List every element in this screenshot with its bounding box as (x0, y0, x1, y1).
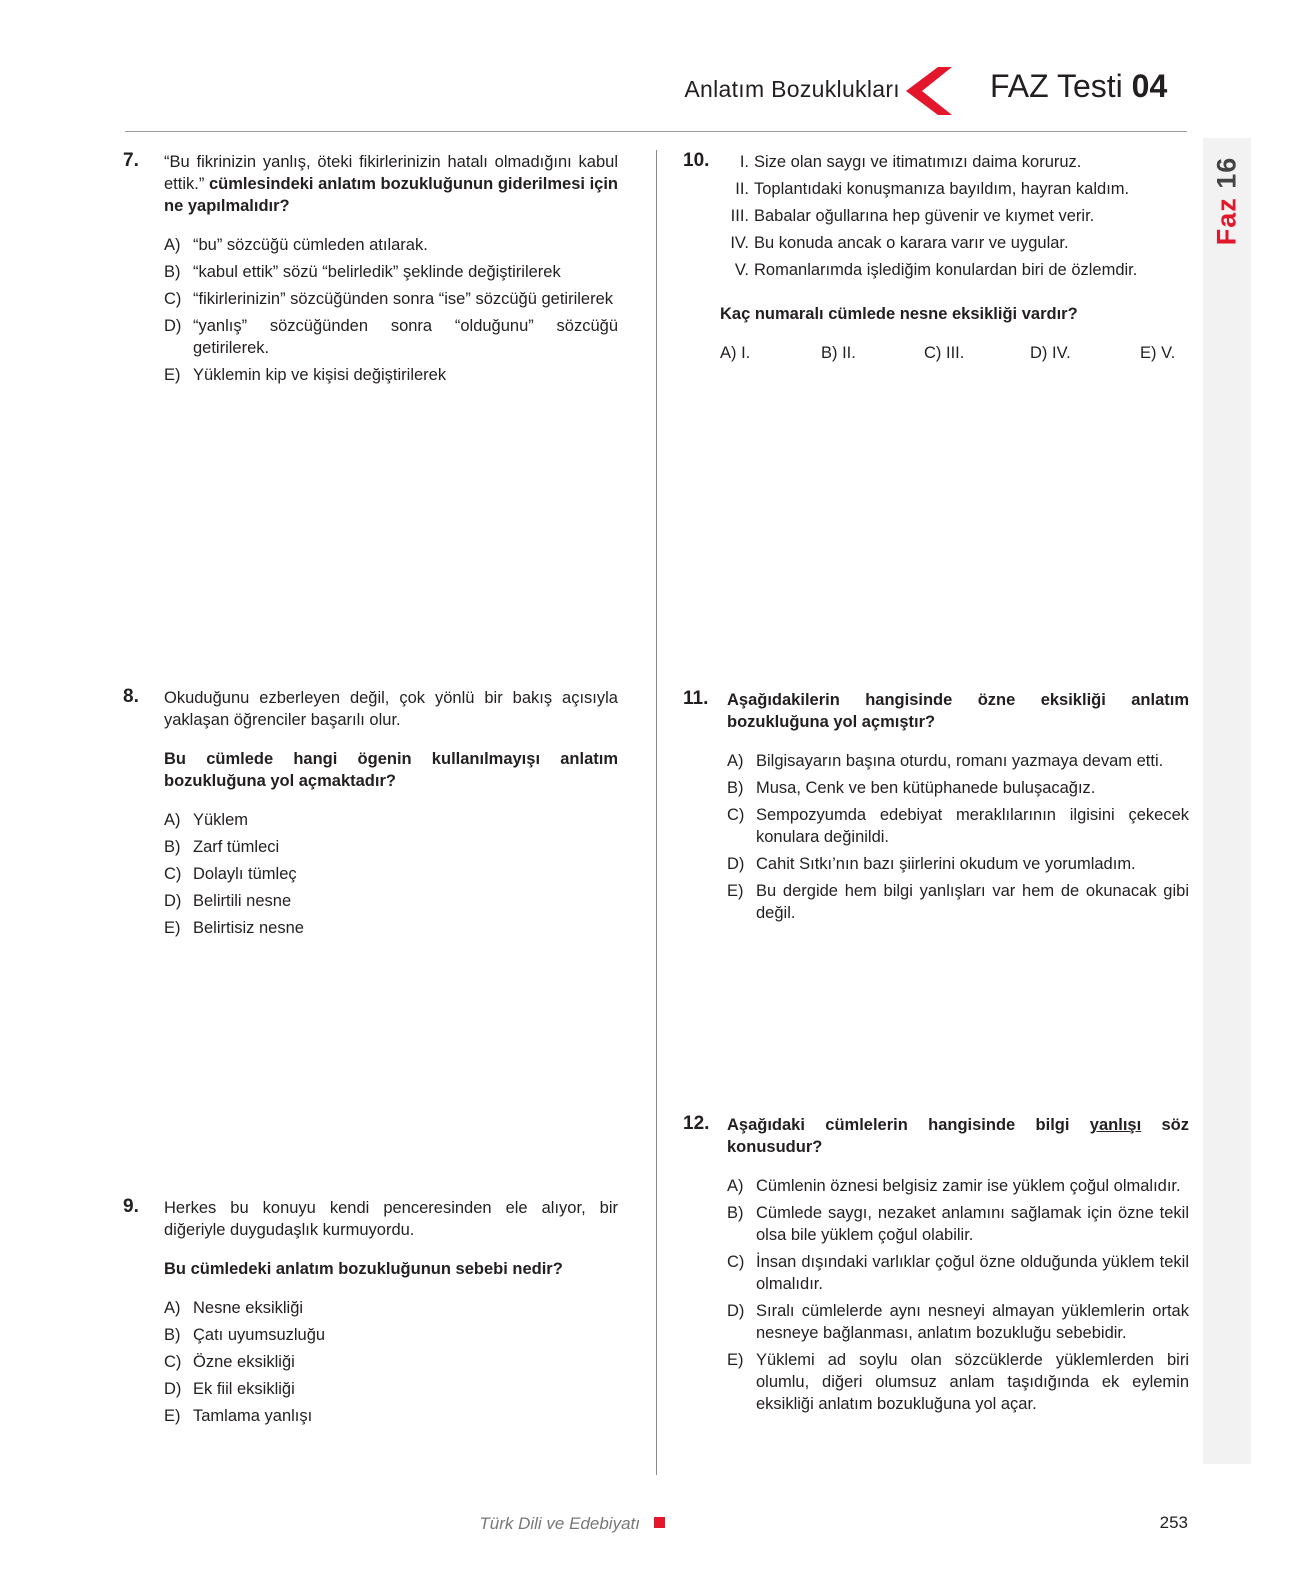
option-b[interactable] (164, 261, 618, 283)
option-b[interactable]: B) II. (821, 344, 856, 362)
prompt-text: Aşağıdaki cümlelerin hangisinde bilgi (727, 1116, 1090, 1134)
option-letter: A) (727, 1177, 744, 1195)
sentence-text: Romanlarımda işlediğim konulardan biri de özlemdir. (754, 261, 1138, 279)
question-prompt: cümlesindeki anlatım bozukluğunun giderilmesi için ne yapılmalıdır? (164, 175, 618, 215)
option-letter: E) (164, 919, 181, 937)
option-text: “fikirlerinizin” sözcüğünden sonra “ise” sözcüğü getirilerek (193, 290, 614, 308)
option-c[interactable] (164, 1351, 618, 1373)
option-text: Sempozyumda edebiyat meraklılarının ilgisini çekecek konulara değinildi. (756, 806, 1189, 846)
option-text: Zarf tümleci (193, 838, 280, 856)
question-prompt: Bu cümledeki anlatım bozukluğunun sebebi nedir? (164, 1260, 563, 1278)
header-divider (125, 131, 1187, 132)
option-letter: D) (164, 1380, 182, 1398)
option-c[interactable] (164, 288, 618, 310)
roman-label: II. (735, 180, 749, 198)
option-text: Cümlenin öznesi belgisiz zamir ise yüklem çoğul olmalıdır. (756, 1177, 1181, 1195)
option-b[interactable] (164, 836, 618, 858)
option-text: Bilgisayarın başına oturdu, romanı yazmaya devam etti. (756, 752, 1164, 770)
option-d[interactable] (164, 315, 618, 359)
option-text: Belirtisiz nesne (193, 919, 304, 937)
question-number: 12. (683, 1113, 710, 1134)
option-letter: C) (164, 290, 182, 308)
option-c[interactable]: C) III. (924, 344, 965, 362)
question-number: 9. (123, 1196, 139, 1217)
question-number: 10. (683, 150, 710, 171)
roman-label: I. (739, 153, 749, 171)
option-text: Belirtili nesne (193, 892, 292, 910)
option-text: Sıralı cümlelerde aynı nesneyi almayan yüklemlerin ortak nesneye bağlanması, anlatım bozukluğu sebebidir. (756, 1302, 1189, 1342)
option-text: Yüklemi ad soylu olan sözcüklerde yüklemlerden biri olumlu, diğeri olumsuz anlam taşıdığında ek eylemin eksikliği anlatım bozukluğuna yol açar. (756, 1351, 1189, 1413)
side-tab-label (1203, 146, 1251, 256)
roman-sentence (720, 151, 1189, 173)
question-number: 7. (123, 150, 139, 171)
question-prompt (727, 1114, 1189, 1158)
option-text: Nesne eksikliği (193, 1299, 304, 1317)
option-text: Özne eksikliği (193, 1353, 295, 1371)
option-text: “yanlış” sözcüğünden sonra “olduğunu” sözcüğü getirilerek. (193, 317, 618, 357)
option-list (727, 1175, 1189, 1415)
option-a[interactable]: A) I. (720, 344, 751, 362)
option-letter: D) (164, 317, 182, 335)
sentence-text: Toplantıdaki konuşmanıza bayıldım, hayran kaldım. (754, 180, 1130, 198)
option-e[interactable] (164, 1405, 618, 1427)
option-letter: C) (727, 806, 745, 824)
roman-label: III. (730, 207, 749, 225)
footer-subject: Türk Dili ve Edebiyatı (479, 1514, 640, 1533)
option-letter: A) (164, 811, 181, 829)
option-text: Çatı uyumsuzluğu (193, 1326, 326, 1344)
option-text: Musa, Cenk ve ben kütüphanede buluşacağız. (756, 779, 1096, 797)
question-number: 8. (123, 686, 139, 707)
option-c[interactable] (727, 804, 1189, 848)
side-tab-brand: Faz (1211, 197, 1242, 246)
option-text: “kabul ettik” sözü “belirledik” şeklinde değiştirilerek (193, 263, 561, 281)
option-text: Ek fiil eksikliği (193, 1380, 295, 1398)
option-text: Yüklemin kip ve kişisi değiştirilerek (193, 366, 447, 384)
option-letter: D) (727, 855, 745, 873)
test-title (990, 68, 1167, 105)
option-text: Dolaylı tümleç (193, 865, 297, 883)
option-d[interactable] (727, 853, 1189, 875)
sentence-text: Bu konuda ancak o karara varır ve uygular. (754, 234, 1069, 252)
option-letter: E) (727, 882, 744, 900)
option-letter: D) (727, 1302, 745, 1320)
option-letter: B) (164, 1326, 181, 1344)
option-e[interactable] (727, 1349, 1189, 1415)
option-letter: A) (164, 1299, 181, 1317)
side-tab-band (1203, 138, 1251, 1464)
sentence-text: Babalar oğullarına hep güvenir ve kıymet verir. (754, 207, 1095, 225)
option-letter: C) (164, 1353, 182, 1371)
option-list (164, 234, 618, 386)
option-e[interactable] (164, 364, 618, 386)
option-text: İnsan dışındaki varlıklar çoğul özne olduğunda yüklem tekil olmalıdır. (756, 1253, 1189, 1293)
option-list (727, 750, 1189, 924)
question-stem: Okuduğunu ezberleyen değil, çok yönlü bir bakış açısıyla yaklaşan öğrenciler başarılı olur. (164, 689, 618, 729)
test-number: 04 (1131, 68, 1168, 104)
roman-label: IV. (730, 234, 749, 252)
page-number: 253 (1159, 1513, 1188, 1532)
option-d[interactable] (164, 890, 618, 912)
option-letter: B) (164, 838, 181, 856)
test-label: FAZ Testi (990, 68, 1123, 104)
sentence-text: Size olan saygı ve itimatımızı daima koruruz. (754, 153, 1082, 171)
option-c[interactable] (727, 1251, 1189, 1295)
option-e[interactable] (164, 917, 618, 939)
column-divider (656, 150, 657, 1475)
option-e[interactable] (727, 880, 1189, 924)
option-a[interactable] (164, 234, 618, 256)
option-letter: C) (727, 1253, 745, 1271)
option-letter: B) (164, 263, 181, 281)
roman-sentence-list (720, 151, 1189, 281)
question-prompt: Bu cümlede hangi ögenin kullanılmayışı anlatım bozukluğuna yol açmaktadır? (164, 750, 618, 790)
option-c[interactable] (164, 863, 618, 885)
option-text: “bu” sözcüğü cümleden atılarak. (193, 236, 428, 254)
header-topic: Anlatım Bozuklukları (684, 76, 900, 102)
option-letter: B) (727, 779, 744, 797)
option-b[interactable] (727, 1202, 1189, 1246)
option-list (164, 1297, 618, 1427)
option-letter: E) (164, 366, 181, 384)
option-d[interactable] (164, 1378, 618, 1400)
question-prompt: Aşağıdakilerin hangisinde özne eksikliği anlatım bozukluğuna yol açmıştır? (727, 691, 1189, 731)
chevron-left-icon (906, 67, 952, 115)
roman-sentence (720, 205, 1189, 227)
footer-square-icon (654, 1517, 665, 1528)
option-a[interactable] (164, 1297, 618, 1319)
option-row (720, 342, 1189, 366)
option-letter: B) (727, 1204, 744, 1222)
option-text: Tamlama yanlışı (193, 1407, 313, 1425)
question-stem: Herkes bu konuyu kendi penceresinden ele alıyor, bir diğeriyle duygudaşlık kurmuyordu. (164, 1199, 618, 1239)
roman-sentence (720, 259, 1189, 281)
option-a[interactable] (727, 1175, 1189, 1197)
option-b[interactable] (164, 1324, 618, 1346)
option-e[interactable]: E) V. (1140, 344, 1176, 362)
option-letter: A) (164, 236, 181, 254)
option-a[interactable] (727, 750, 1189, 772)
roman-sentence (720, 178, 1189, 200)
question-number: 11. (683, 688, 709, 709)
prompt-text: söz konusudur? (727, 1116, 1190, 1156)
option-letter: E) (164, 1407, 181, 1425)
option-b[interactable] (727, 777, 1189, 799)
question-prompt: Kaç numaralı cümlede nesne eksikliği vardır? (720, 305, 1078, 323)
prompt-underlined: yanlışı (1089, 1116, 1142, 1134)
option-letter: C) (164, 865, 182, 883)
question-stem: “Bu fikrinizin yanlış, öteki fikirlerinizin hatalı olmadığını kabul ettik.” (164, 153, 618, 193)
option-list (164, 809, 618, 939)
option-letter: A) (727, 752, 744, 770)
option-d[interactable] (727, 1300, 1189, 1344)
option-a[interactable] (164, 809, 618, 831)
option-text: Cümlede saygı, nezaket anlamını sağlamak için özne tekil olsa bile yüklem çoğul olabilir. (756, 1204, 1189, 1244)
option-text: Yüklem (193, 811, 249, 829)
roman-sentence (720, 232, 1189, 254)
option-letter: E) (727, 1351, 744, 1369)
option-letter: D) (164, 892, 182, 910)
side-tab-number: 16 (1211, 156, 1242, 189)
option-text: Bu dergide hem bilgi yanlışları var hem de okunacak gibi değil. (756, 882, 1189, 922)
option-text: Cahit Sıtkı’nın bazı şiirlerini okudum ve yorumladım. (756, 855, 1136, 873)
roman-label: V. (734, 261, 749, 279)
option-d[interactable]: D) IV. (1030, 344, 1071, 362)
